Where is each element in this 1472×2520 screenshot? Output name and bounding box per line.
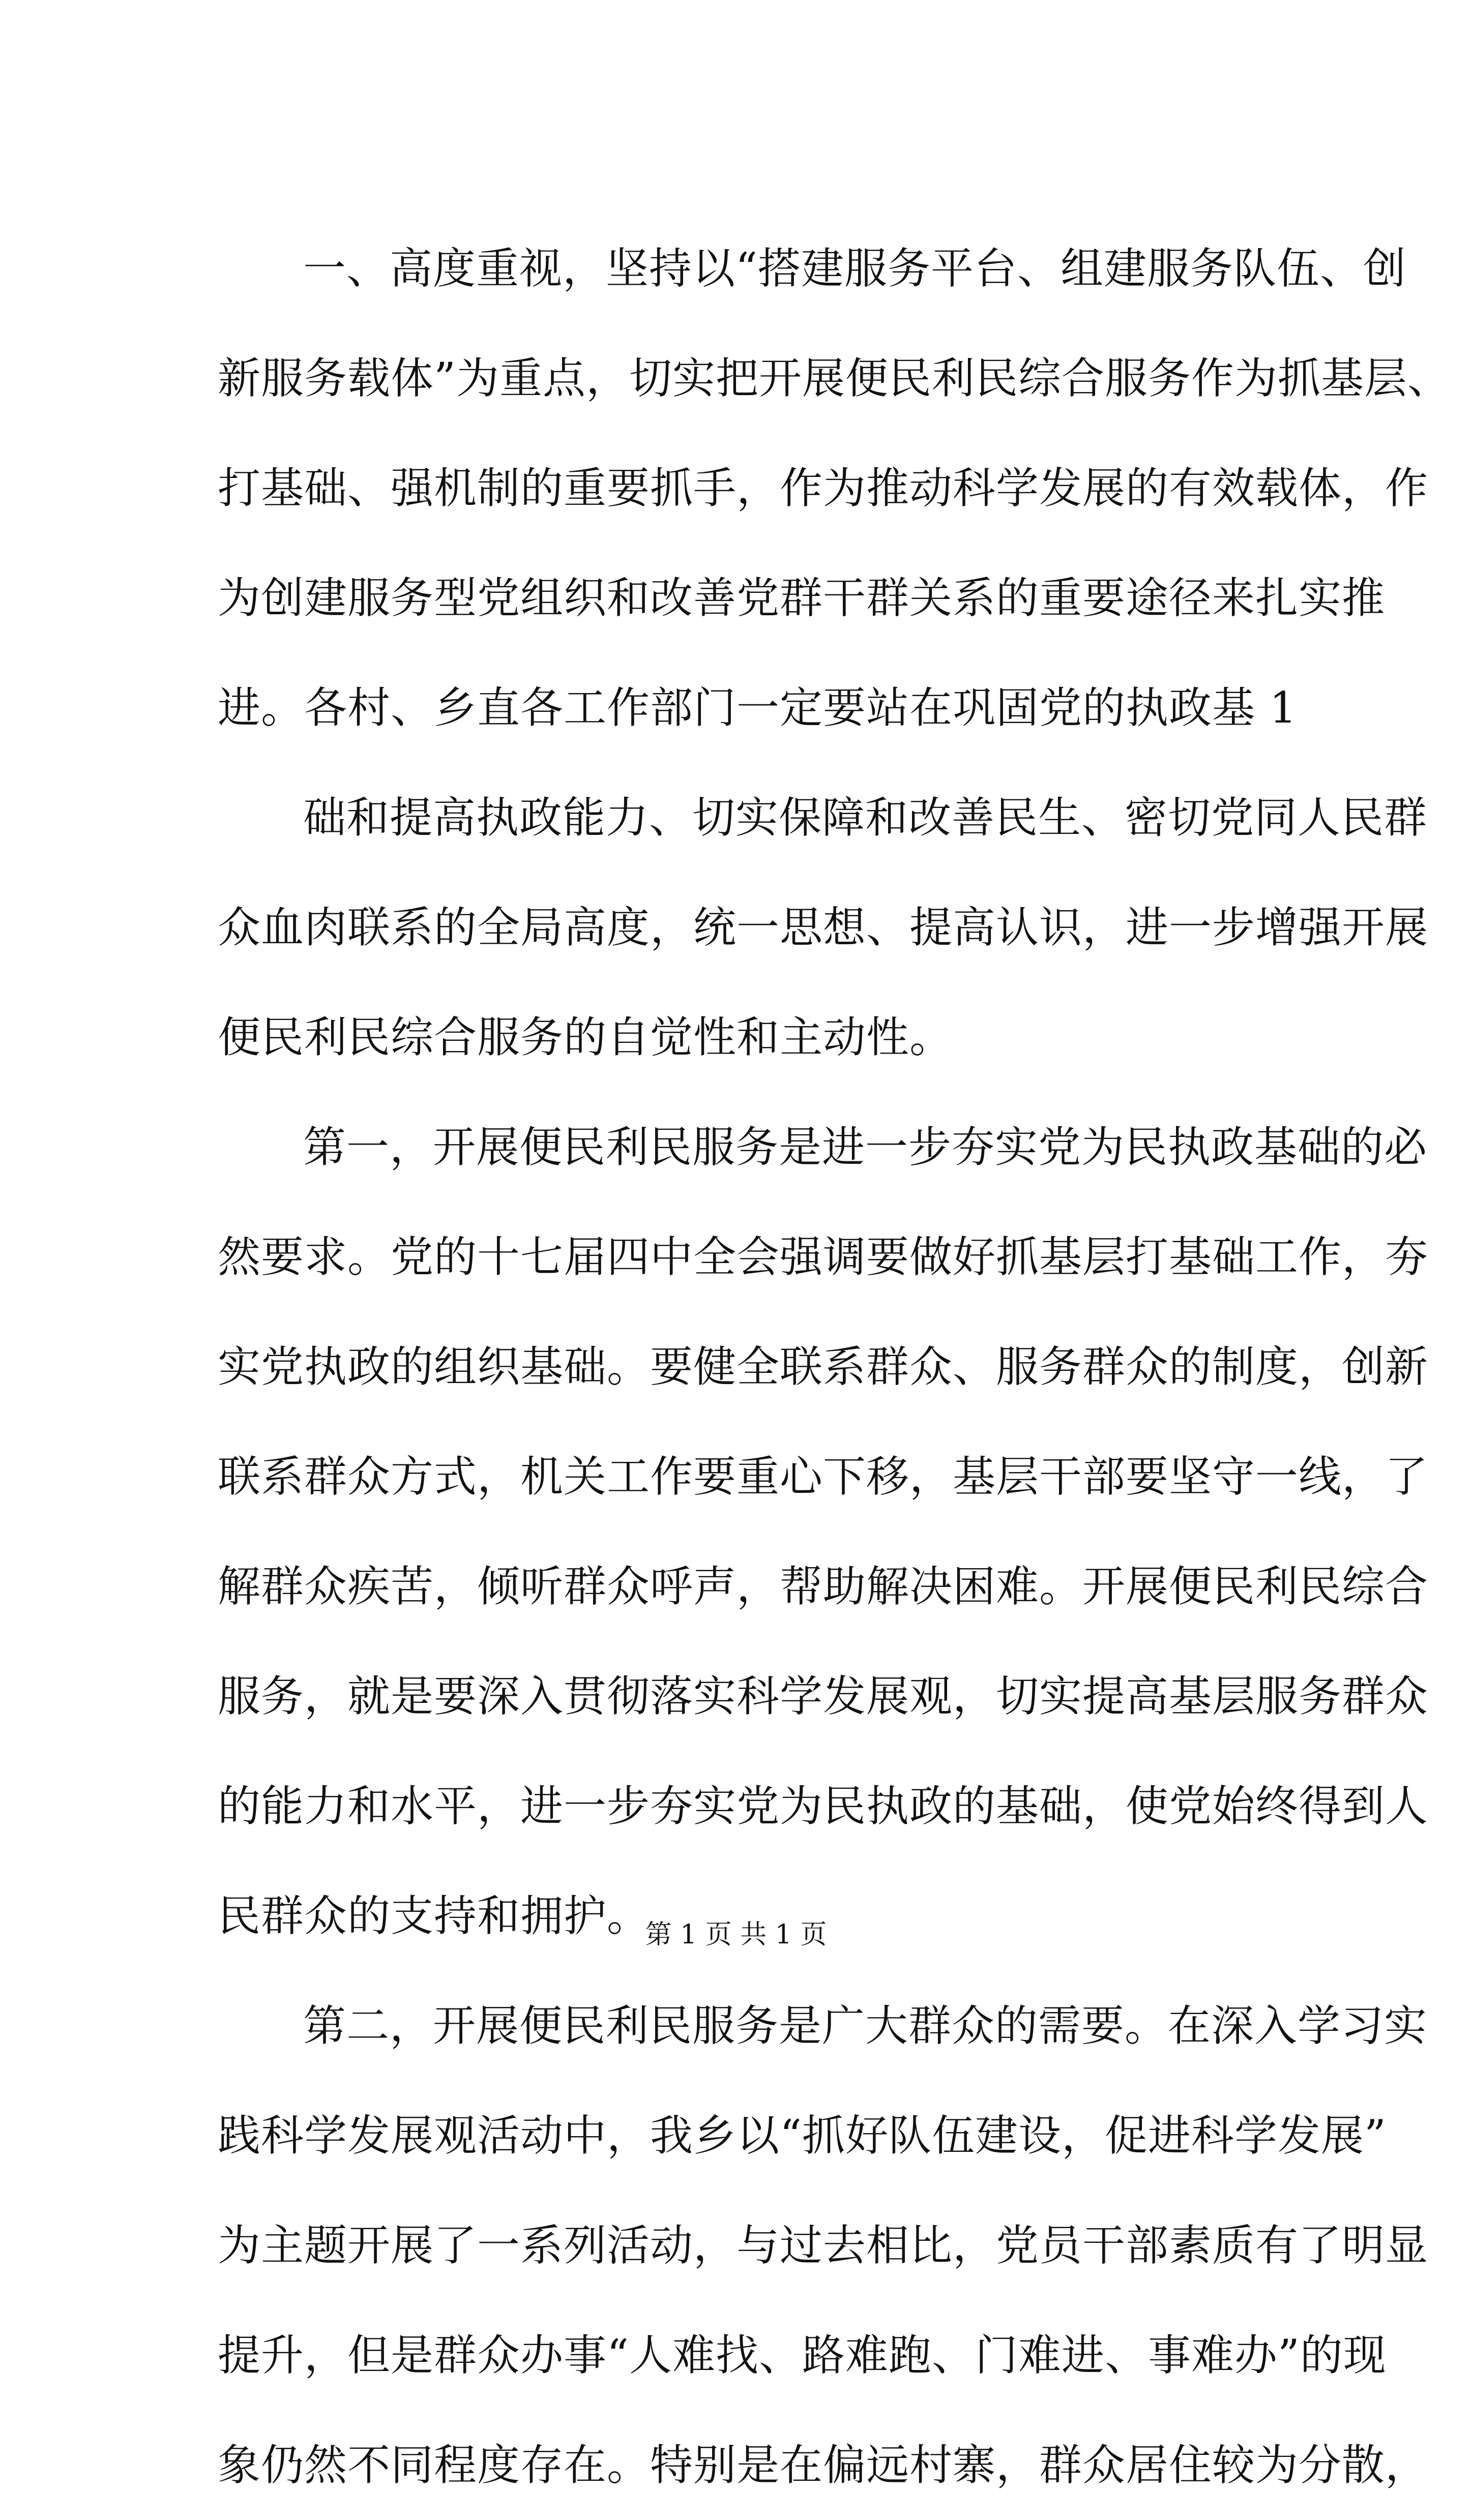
document-body [218,214,1451,2520]
paragraph-line: 众血肉联系的全局高度，统一思想、提高认识，进一步增强开展 [218,903,1429,952]
paragraph-line: 为创建服务型党组织和改善党群干群关系的重要途径来扎实推 [218,573,1386,623]
paragraph-line: 民群众的支持和拥护。 [218,1891,651,1941]
paragraph-line: 联系群众方式，机关工作要重心下移，基层干部要坚守一线，了 [218,1452,1429,1502]
paragraph-line: 的能力和水平，进一步夯实党为民执政的基础，使党始终得到人 [218,1781,1429,1831]
page-number-footer: 第 1 页 共 1 页 [645,1919,827,1950]
paragraph-line: 打基础、强机制的重要抓手，作为推动科学发展的有效载体，作 [218,463,1429,513]
paragraph-line: 便民利民综合服务的自觉性和主动性。 [218,1012,953,1062]
paragraph-line: 践科学发展观活动中，我乡以“抓好队伍建设，促进科学发展” [218,2111,1387,2161]
paragraph-line: 实党执政的组织基础。要健全联系群众、服务群众的制度，创新 [218,1342,1429,1392]
paragraph-line: 服务，就是要深入贯彻落实科学发展观，切实提高基层服务群众 [218,1671,1429,1721]
paragraph-line: 一、高度重视，坚持以“搭建服务平台、组建服务队伍、创 [303,244,1406,293]
paragraph-line: 进。各村、乡直各工作部门一定要站在巩固党的执政基 1 [218,683,1298,733]
paragraph-line: 第二，开展便民利民服务是广大群众的需要。在深入学习实 [303,2001,1428,2051]
paragraph-line: 解群众疾苦，倾听群众呼声，帮助解决困难。开展便民利民综合 [218,1562,1429,1611]
paragraph-line: 然要求。党的十七届四中全会强调要做好抓基层打基础工作，夯 [218,1232,1429,1282]
paragraph-line: 新服务载体”为重点，切实把开展便民利民综合服务作为抓基层、 [218,353,1451,403]
paragraph-line: 象仍然不同程度存在。特别是在偏远村寨，群众居住较为分散， [218,2440,1429,2490]
paragraph-line: 为主题开展了一系列活动，与过去相比，党员干部素质有了明显 [218,2221,1429,2270]
paragraph-line: 第一，开展便民利民服务是进一步夯实党为民执政基础的必 [303,1122,1428,1172]
paragraph-line: 础和提高执政能力、切实保障和改善民生、密切党同人民群 [303,793,1428,843]
paragraph-line: 提升，但是群众办事“人难找、路难跑、门难进、事难办”的现 [218,2330,1387,2380]
